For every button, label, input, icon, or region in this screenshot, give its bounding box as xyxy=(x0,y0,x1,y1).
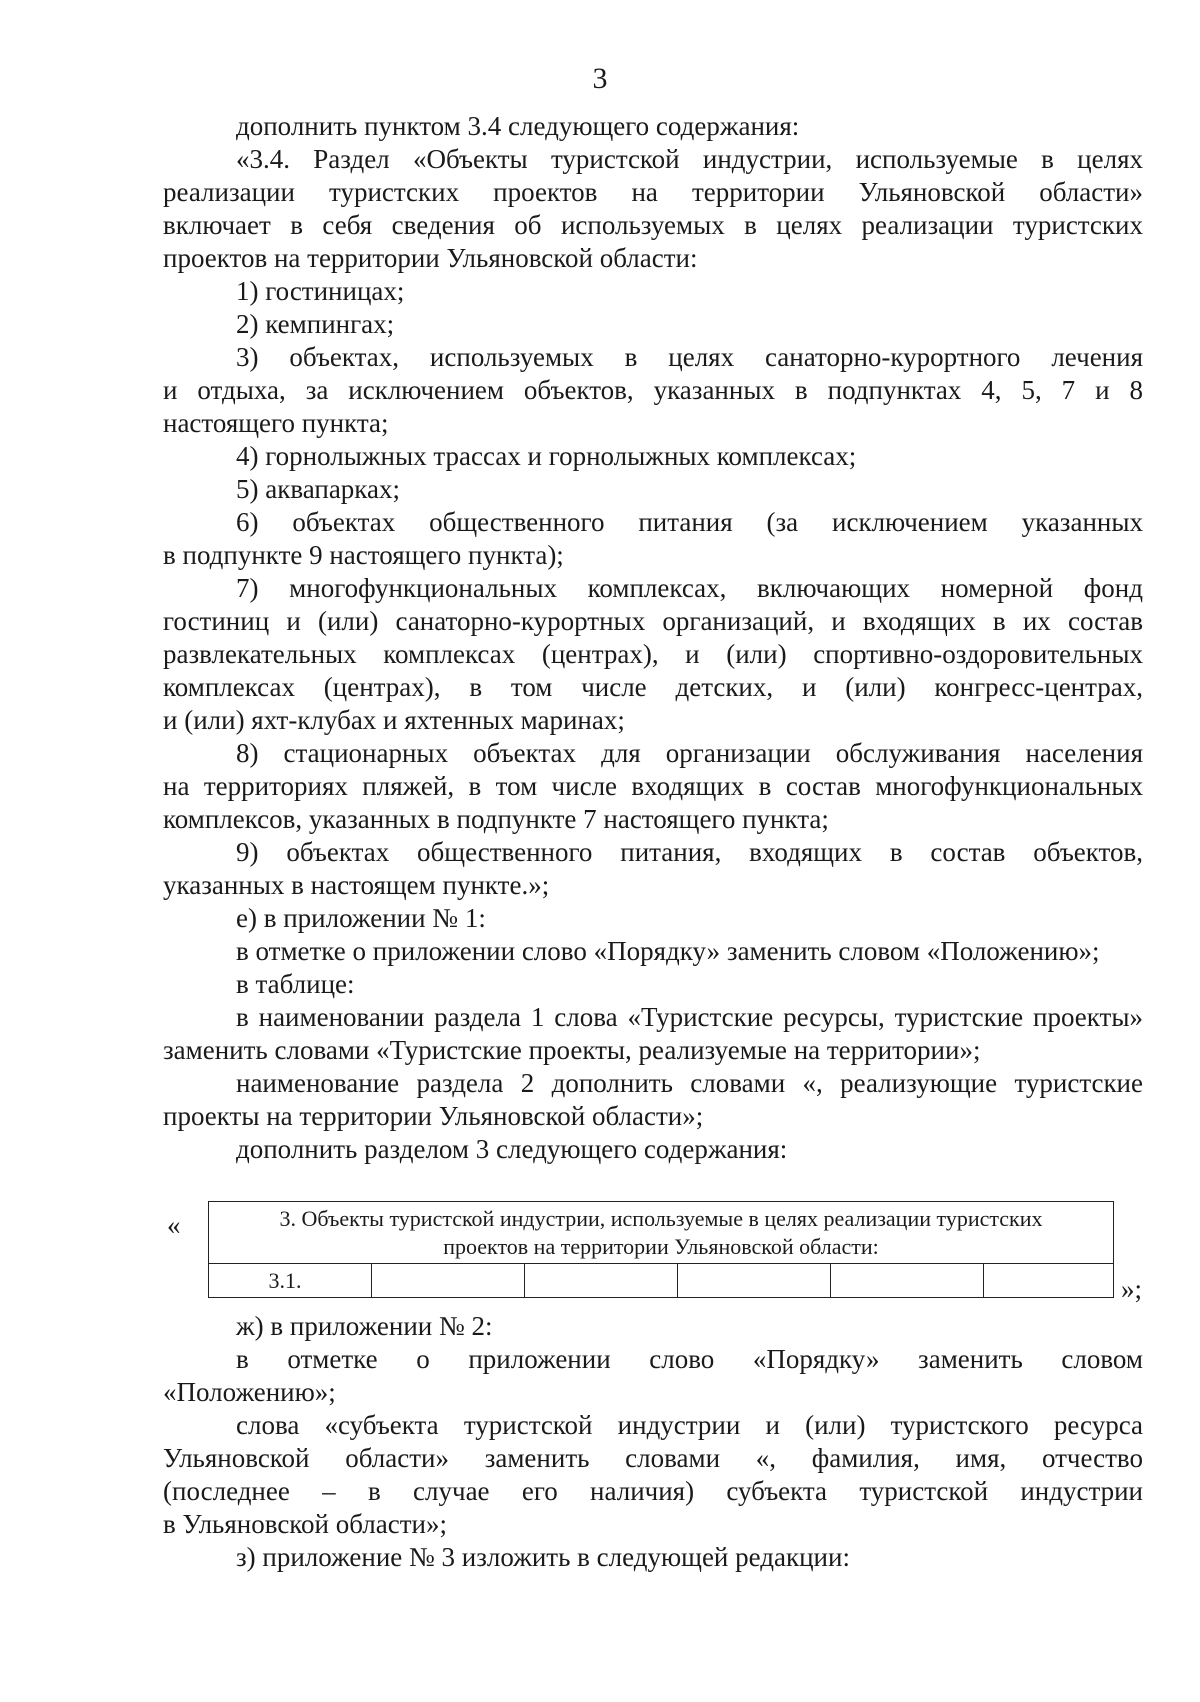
text-line: наименование раздела 2 дополнить словами «, реализующие туристские xyxy=(236,1068,1143,1098)
table-header-line: 3. Объекты туристской индустрии, используемые в целях реализации туристских xyxy=(279,1206,1043,1231)
text-line: включает в себя сведения об используемых в целях реализации туристских xyxy=(163,210,1143,240)
text-line: в подпункте 9 настоящего пункта); xyxy=(163,540,564,570)
text-line: «3.4. Раздел «Объекты туристской индустрии, используемые в целях xyxy=(236,144,1143,174)
table-header-cell xyxy=(209,1202,1114,1264)
text-line: в таблице: xyxy=(236,969,355,999)
text-line: дополнить пунктом 3.4 следующего содержания: xyxy=(236,111,800,141)
text-line: 5) аквапарках; xyxy=(236,474,400,504)
text-line: комплексов, указанных в подпункте 7 настоящего пункта; xyxy=(163,804,829,834)
inserted-table-block xyxy=(163,1200,1143,1310)
section-3-table xyxy=(208,1201,1114,1298)
text-line: (последнее – в случае его наличия) субъекта туристской индустрии xyxy=(163,1476,1143,1506)
table-row xyxy=(209,1264,1114,1298)
text-line: 7) многофункциональных комплексах, включающих номерной фонд xyxy=(236,573,1143,603)
text-line: в наименовании раздела 1 слова «Туристские ресурсы, туристские проекты» xyxy=(236,1002,1143,1032)
text-line: 3) объектах, используемых в целях санаторно-курортного лечения xyxy=(236,342,1143,372)
text-line: 4) горнолыжных трассах и горнолыжных комплексах; xyxy=(236,441,857,471)
text-line: 9) объектах общественного питания, входящих в состав объектов, xyxy=(236,837,1143,867)
text-line: 2) кемпингах; xyxy=(236,309,395,339)
table-header-line: проектов на территории Ульяновской области: xyxy=(443,1234,879,1259)
text-line: гостиниц и (или) санаторно-курортных организаций, и входящих в их состав xyxy=(163,606,1143,636)
text-line: слова «субъекта туристской индустрии и (или) туристского ресурса xyxy=(236,1410,1143,1440)
text-line: развлекательных комплексах (центрах), и (или) спортивно-оздоровительных xyxy=(163,639,1143,669)
text-line: настоящего пункта; xyxy=(163,408,389,438)
text-line: е) в приложении № 1: xyxy=(236,903,486,933)
text-line: на территориях пляжей, в том числе входящих в состав многофункциональных xyxy=(163,771,1143,801)
text-line: 8) стационарных объектах для организации обслуживания населения xyxy=(236,738,1143,768)
text-line: реализации туристских проектов на территории Ульяновской области» xyxy=(163,177,1143,207)
open-quote: « xyxy=(167,1210,181,1240)
text-line: проектов на территории Ульяновской области: xyxy=(163,243,698,273)
close-quote: »; xyxy=(1121,1274,1143,1304)
table-cell xyxy=(984,1264,1114,1298)
text-line: 1) гостиницах; xyxy=(236,276,405,306)
document-body xyxy=(163,110,1143,1574)
text-line: з) приложение № 3 изложить в следующей редакции: xyxy=(236,1542,850,1572)
text-line: комплексах (центрах), в том числе детских, и (или) конгресс-центрах, xyxy=(163,672,1143,702)
text-line: 6) объектах общественного питания (за исключением указанных xyxy=(236,507,1143,537)
table-cell xyxy=(678,1264,831,1298)
text-line: ж) в приложении № 2: xyxy=(236,1311,493,1341)
text-line: Ульяновской области» заменить словами «, фамилия, имя, отчество xyxy=(163,1443,1143,1473)
text-line: в отметке о приложении слово «Порядку» заменить словом xyxy=(236,1344,1143,1374)
text-line: заменить словами «Туристские проекты, реализуемые на территории»; xyxy=(163,1035,981,1065)
table-cell xyxy=(372,1264,525,1298)
text-line: проекты на территории Ульяновской области»; xyxy=(163,1101,704,1131)
text-line: и отдыха, за исключением объектов, указанных в подпунктах 4, 5, 7 и 8 xyxy=(163,375,1143,405)
text-line: указанных в настоящем пункте.»; xyxy=(163,870,550,900)
table-cell xyxy=(525,1264,678,1298)
table-cell-number: 3.1. xyxy=(209,1264,372,1298)
text-line: дополнить разделом 3 следующего содержания: xyxy=(236,1134,788,1164)
text-line: в отметке о приложении слово «Порядку» заменить словом «Положению»; xyxy=(236,936,1100,966)
page-number: 3 xyxy=(592,62,608,95)
text-line: и (или) яхт-клубах и яхтенных маринах; xyxy=(163,705,625,735)
table-cell xyxy=(831,1264,984,1298)
text-line: «Положению»; xyxy=(163,1377,336,1407)
text-line: в Ульяновской области»; xyxy=(163,1509,448,1539)
